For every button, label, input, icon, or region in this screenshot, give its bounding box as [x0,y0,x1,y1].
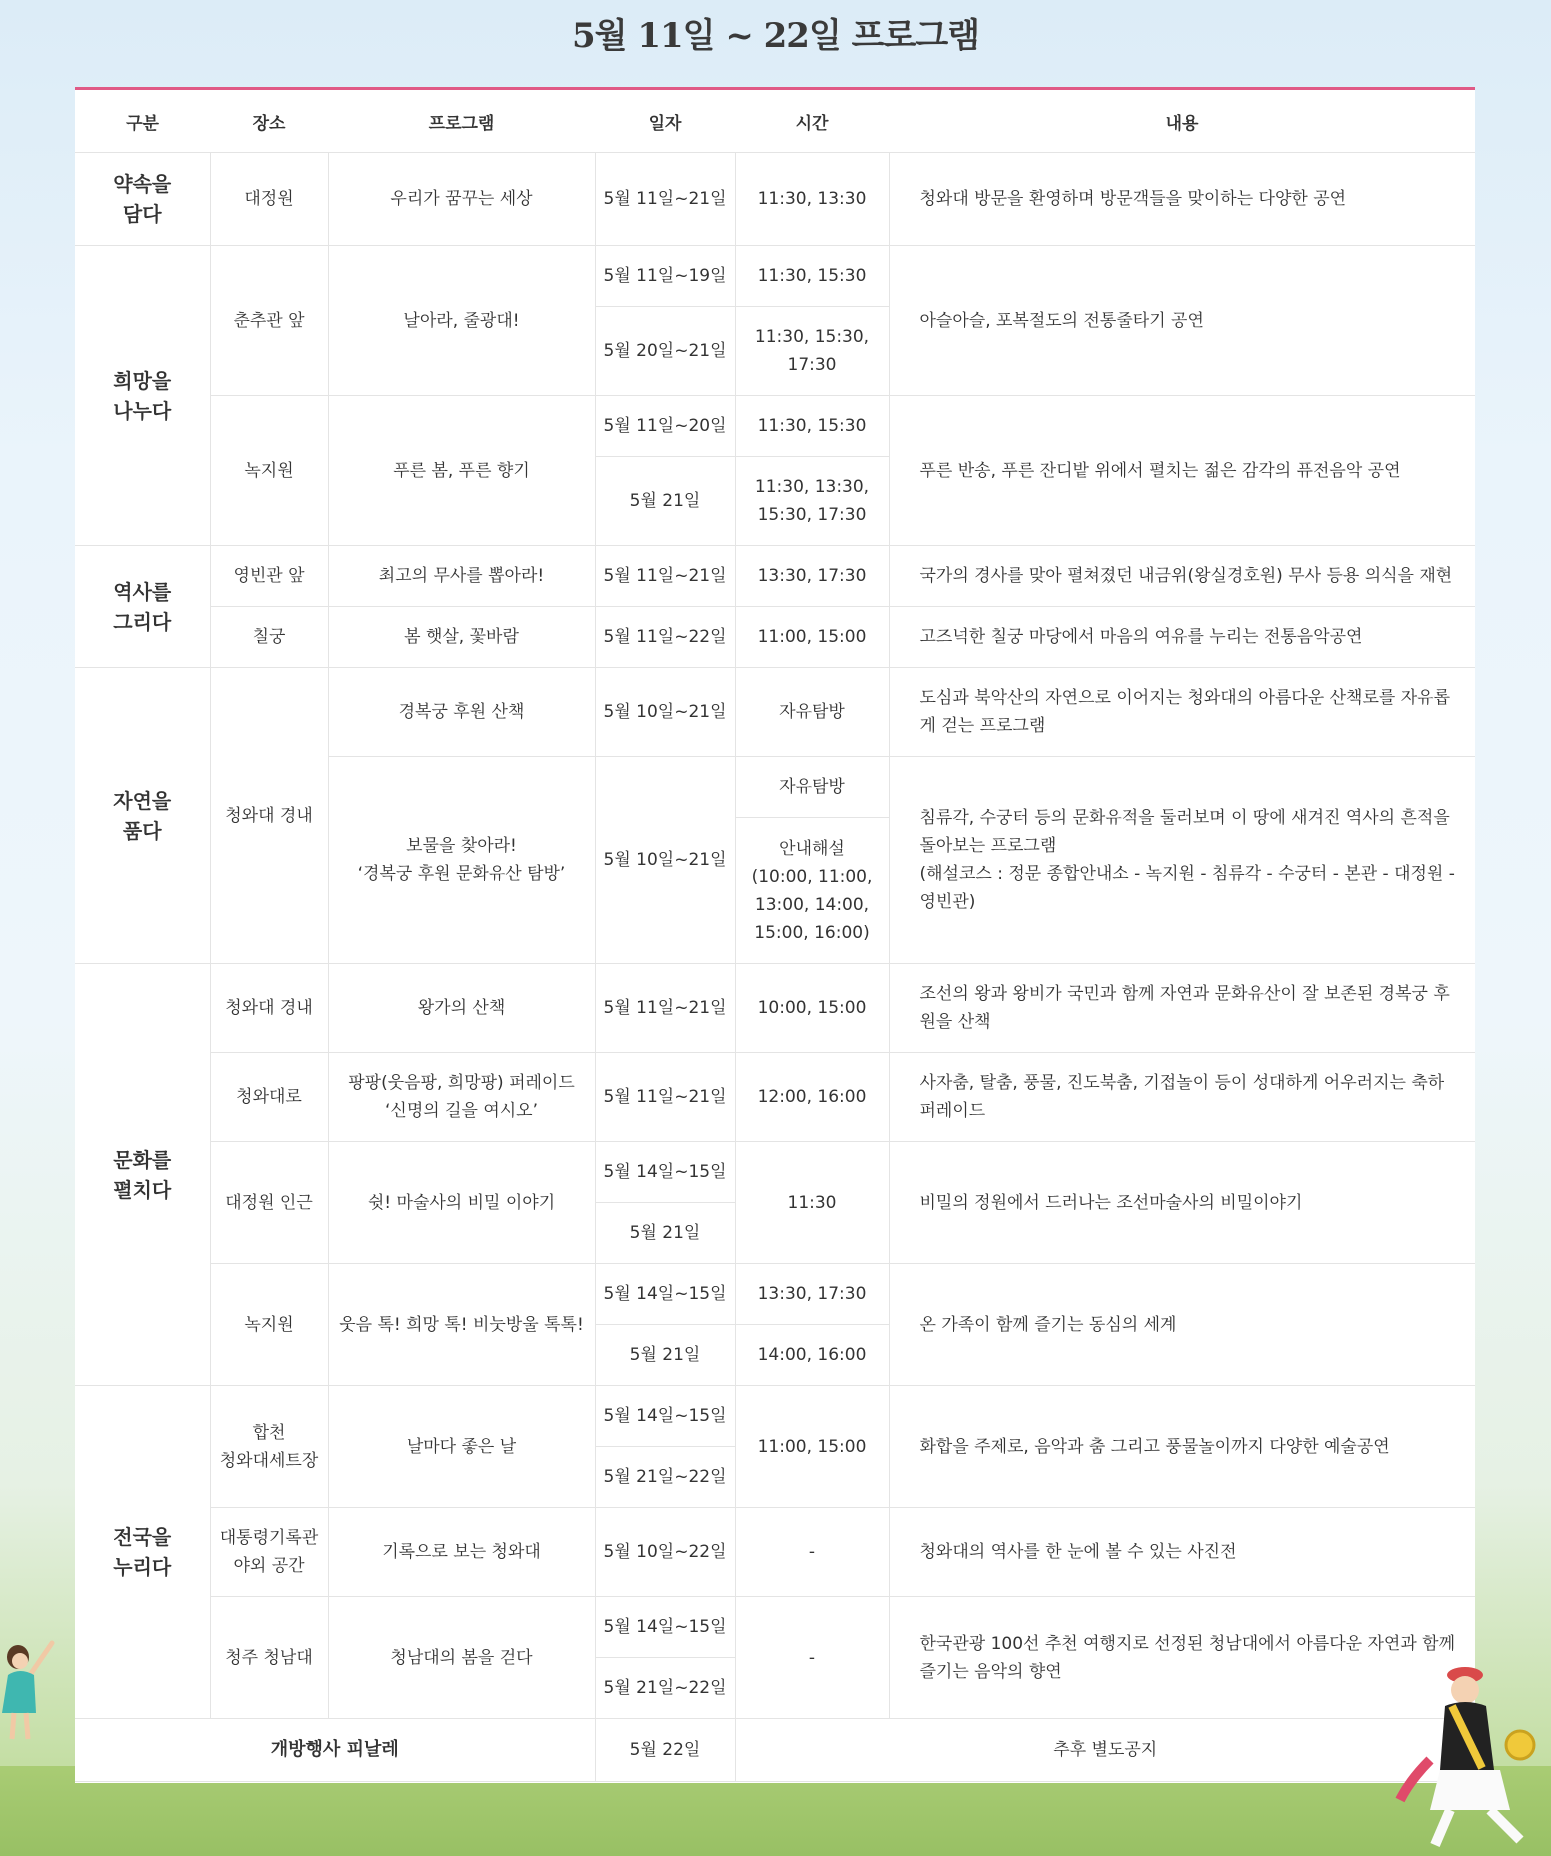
content-cell: 비밀의 정원에서 드러나는 조선마술사의 비밀이야기 [889,1142,1475,1264]
program-cell: 우리가 꿈꾸는 세상 [328,153,595,246]
content-cell: 청와대 방문을 환영하며 방문객들을 맞이하는 다양한 공연 [889,153,1475,246]
table-row [75,1053,1475,1142]
date-cell: 5월 10일~21일 [595,668,735,757]
time-cell: 12:00, 16:00 [735,1053,889,1142]
time-cell: 11:30, 15:30, 17:30 [735,307,889,396]
category-cell: 자연을 품다 [75,668,210,964]
time-cell: 11:30, 15:30 [735,246,889,307]
place-cell: 합천 청와대세트장 [210,1386,328,1508]
program-cell: 봄 햇살, 꽃바람 [328,607,595,668]
program-cell: 보물을 찾아라! ‘경복궁 후원 문화유산 탐방’ [328,757,595,964]
table-row [75,1386,1475,1447]
category-cell: 희망을 나누다 [75,246,210,546]
content-cell: 푸른 반송, 푸른 잔디밭 위에서 펼치는 젊은 감각의 퓨전음악 공연 [889,396,1475,546]
table-row [75,1597,1475,1658]
table-row [75,246,1475,307]
time-cell: 안내해설 (10:00, 11:00, 13:00, 14:00, 15:00, 16:00) [735,818,889,964]
table-row [75,964,1475,1053]
header-place: 장소 [210,90,328,153]
time-cell: 10:00, 15:00 [735,964,889,1053]
place-cell: 녹지원 [210,396,328,546]
content-cell: 아슬아슬, 포복절도의 전통줄타기 공연 [889,246,1475,396]
date-cell: 5월 11일~21일 [595,546,735,607]
program-cell: 푸른 봄, 푸른 향기 [328,396,595,546]
program-cell: 경복궁 후원 산책 [328,668,595,757]
date-cell: 5월 14일~15일 [595,1597,735,1658]
time-cell: 11:30 [735,1142,889,1264]
table-row [75,396,1475,457]
date-cell: 5월 21일 [595,457,735,546]
table-row [75,607,1475,668]
time-cell: 14:00, 16:00 [735,1325,889,1386]
category-cell: 역사를 그리다 [75,546,210,668]
dancer-figure-icon [1390,1650,1540,1850]
date-cell: 5월 20일~21일 [595,307,735,396]
place-cell: 대통령기록관 야외 공간 [210,1508,328,1597]
content-cell: 국가의 경사를 맞아 펼쳐졌던 내금위(왕실경호원) 무사 등용 의식을 재현 [889,546,1475,607]
time-cell: 11:00, 15:00 [735,607,889,668]
time-cell: - [735,1508,889,1597]
table-row [75,1142,1475,1203]
place-cell: 녹지원 [210,1264,328,1386]
content-cell: 조선의 왕과 왕비가 국민과 함께 자연과 문화유산이 잘 보존된 경복궁 후원을 산책 [889,964,1475,1053]
time-cell: 11:30, 13:30 [735,153,889,246]
date-cell: 5월 11일~21일 [595,1053,735,1142]
header-content: 내용 [889,90,1475,153]
program-table-container [75,87,1475,1783]
place-cell: 대정원 인근 [210,1142,328,1264]
date-cell: 5월 14일~15일 [595,1142,735,1203]
girl-figure-icon [0,1635,62,1745]
content-cell: 온 가족이 함께 즐기는 동심의 세계 [889,1264,1475,1386]
table-row [75,153,1475,246]
finale-label: 개방행사 피날레 [75,1719,595,1782]
table-row [75,1508,1475,1597]
content-cell: 한국관광 100선 추천 여행지로 선정된 청남대에서 아름다운 자연과 함께 즐기는 음악의 향연 [889,1597,1475,1719]
date-cell: 5월 21일~22일 [595,1447,735,1508]
category-cell: 전국을 누리다 [75,1386,210,1719]
program-cell: 왕가의 산책 [328,964,595,1053]
place-cell: 청와대 경내 [210,964,328,1053]
place-cell: 청주 청남대 [210,1597,328,1719]
date-cell: 5월 21일 [595,1325,735,1386]
program-table [75,90,1475,1782]
header-program: 프로그램 [328,90,595,153]
content-cell: 사자춤, 탈춤, 풍물, 진도북춤, 기접놀이 등이 성대하게 어우러지는 축하 퍼레이드 [889,1053,1475,1142]
category-cell: 약속을 담다 [75,153,210,246]
date-cell: 5월 11일~21일 [595,153,735,246]
category-cell: 문화를 펼치다 [75,964,210,1386]
time-cell: 11:30, 13:30, 15:30, 17:30 [735,457,889,546]
content-cell: 화합을 주제로, 음악과 춤 그리고 풍물놀이까지 다양한 예술공연 [889,1386,1475,1508]
program-cell: 최고의 무사를 뽑아라! [328,546,595,607]
table-row [75,1264,1475,1325]
table-header-row [75,90,1475,153]
place-cell: 영빈관 앞 [210,546,328,607]
program-cell: 청남대의 봄을 걷다 [328,1597,595,1719]
date-cell: 5월 14일~15일 [595,1386,735,1447]
place-cell: 대정원 [210,153,328,246]
program-cell: 웃음 톡! 희망 톡! 비눗방울 톡톡! [328,1264,595,1386]
date-cell: 5월 11일~19일 [595,246,735,307]
header-category: 구분 [75,90,210,153]
place-cell: 청와대로 [210,1053,328,1142]
finale-row [75,1719,1475,1782]
header-date: 일자 [595,90,735,153]
date-cell: 5월 21일~22일 [595,1658,735,1719]
time-cell: 자유탐방 [735,757,889,818]
program-cell: 기록으로 보는 청와대 [328,1508,595,1597]
date-cell: 5월 10일~21일 [595,757,735,964]
table-row [75,546,1475,607]
finale-date: 5월 22일 [595,1719,735,1782]
content-cell: 도심과 북악산의 자연으로 이어지는 청와대의 아름다운 산책로를 자유롭게 걷는 프로그램 [889,668,1475,757]
date-cell: 5월 21일 [595,1203,735,1264]
date-cell: 5월 14일~15일 [595,1264,735,1325]
finale-content: 추후 별도공지 [735,1719,1475,1782]
time-cell: 자유탐방 [735,668,889,757]
program-cell: 날아라, 줄광대! [328,246,595,396]
place-cell: 청와대 경내 [210,668,328,964]
content-cell: 침류각, 수궁터 등의 문화유적을 둘러보며 이 땅에 새겨진 역사의 흔적을 돌아보는 프로그램 (해설코스 : 정문 종합안내소 - 녹지원 - 침류각 - 수궁터 - 본관 - 대정원 - 영빈관) [889,757,1475,964]
place-cell: 칠궁 [210,607,328,668]
date-cell: 5월 11일~20일 [595,396,735,457]
page-title: 5월 11일 ~ 22일 프로그램 [571,16,980,56]
date-cell: 5월 11일~21일 [595,964,735,1053]
time-cell: 11:00, 15:00 [735,1386,889,1508]
date-cell: 5월 11일~22일 [595,607,735,668]
header-time: 시간 [735,90,889,153]
place-cell: 춘추관 앞 [210,246,328,396]
time-cell: - [735,1597,889,1719]
date-cell: 5월 10일~22일 [595,1508,735,1597]
program-cell: 쉿! 마술사의 비밀 이야기 [328,1142,595,1264]
program-cell: 날마다 좋은 날 [328,1386,595,1508]
content-cell: 고즈넉한 칠궁 마당에서 마음의 여유를 누리는 전통음악공연 [889,607,1475,668]
table-row [75,668,1475,757]
time-cell: 13:30, 17:30 [735,546,889,607]
time-cell: 13:30, 17:30 [735,1264,889,1325]
time-cell: 11:30, 15:30 [735,396,889,457]
program-cell: 팡팡(웃음팡, 희망팡) 퍼레이드 ‘신명의 길을 여시오’ [328,1053,595,1142]
content-cell: 청와대의 역사를 한 눈에 볼 수 있는 사진전 [889,1508,1475,1597]
